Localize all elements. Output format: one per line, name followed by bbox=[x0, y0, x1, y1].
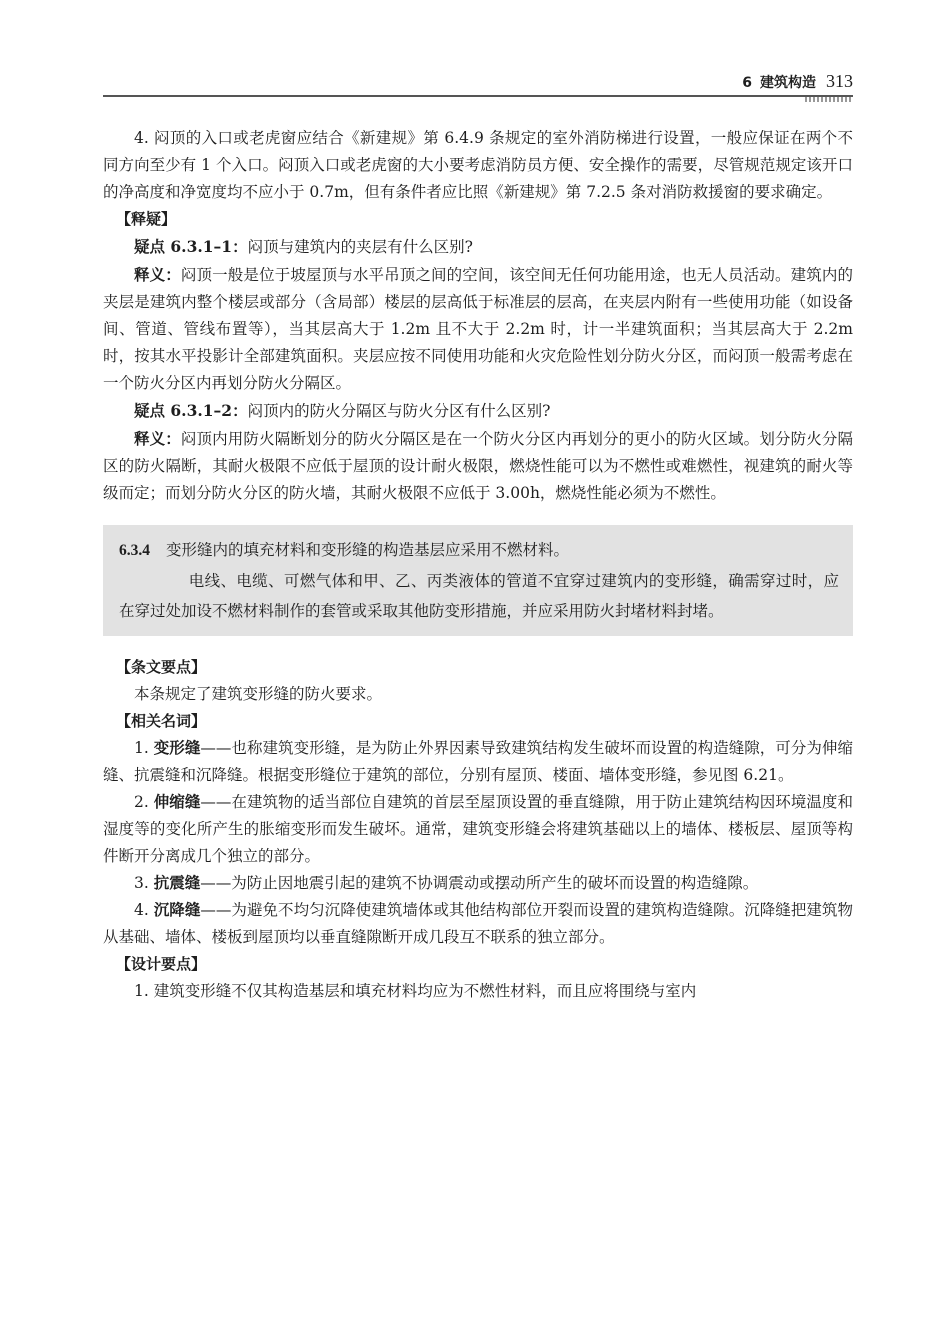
provision-title: 变形缝内的填充材料和变形缝的构造基层应采用不燃材料。 bbox=[166, 541, 570, 559]
sheji-item-1: 1. 建筑变形缝不仅其构造基层和填充材料均应为不燃性材料，而且应将围绕与室内 bbox=[134, 982, 697, 1000]
provision-box bbox=[103, 525, 853, 636]
term-1-name: 变形缝 bbox=[153, 739, 201, 757]
term-3-name: 抗震缝 bbox=[153, 874, 201, 892]
answer-1-text: 闷顶一般是位于坡屋顶与水平吊顶之间的空间，该空间无任何功能用途，也无人员活动。建筑内的夹层是建筑内整个楼层或部分（含局部）楼层的层高低于标准层的层高，在夹层内附有一些使用功能（如设备间、管道、管线布置等），当其层高大于 1.2m 且不大于 2.2m 时，计一半建筑面积；当其层高大于 2.2m 时，按其水平投影计全部建筑面积。夹层应按不同使用功能和火灾危险性划分防火分区，而闷顶一般需考虑在一个防火分区内再划分防火分隔区。 bbox=[103, 266, 853, 392]
answer-2-text: 闷顶内用防火隔断划分的防火分隔区是在一个防火分区内再划分的更小的防火区域。划分防火分隔区的防火隔断，其耐火极限不应低于屋顶的设计耐火极限，燃烧性能可以为不燃性或难燃性，视建筑的耐火等级而定；而划分防火分区的防火墙，其耐火极限不应低于 3.00h，燃烧性能必须为不燃性。 bbox=[103, 430, 853, 502]
intro-item-4: 4. 闷顶的入口或老虎窗应结合《新建规》第 6.4.9 条规定的室外消防梯进行设置，一般应保证在两个不同方向至少有 1 个入口。闷顶入口或老虎窗的大小要考虑消防员方便、安全操作的需要，尽管规范规定该开口的净高度和净宽度均不应小于 0.7m，但有条件者应比照《新建规》第 7.2.5 条对消防救援窗的要求确定。 bbox=[103, 129, 853, 201]
question-1 bbox=[103, 233, 853, 261]
term-item-4 bbox=[103, 897, 853, 951]
term-item-1 bbox=[103, 735, 853, 789]
chapter-number: 6 bbox=[742, 75, 752, 91]
provision-body: 电线、电缆、可燃气体和甲、乙、丙类液体的管道不宜穿过建筑内的变形缝，确需穿过时，应在穿过处加设不燃材料制作的套管或采取其他防变形措施，并应采用防火封堵材料封堵。 bbox=[119, 572, 839, 620]
answer-1-label: 释义： bbox=[134, 265, 181, 284]
page-body bbox=[103, 125, 853, 1005]
provision-title-line bbox=[103, 535, 839, 566]
term-1-text: ——也称建筑变形缝，是为防止外界因素导致建筑结构发生破坏而设置的构造缝隙，可分为伸缩缝、抗震缝和沉降缝。根据变形缝位于建筑的部位，分别有屋顶、楼面、墙体变形缝，参见图 6.21。 bbox=[103, 739, 853, 784]
term-4-name: 沉降缝 bbox=[153, 901, 201, 919]
running-header bbox=[103, 68, 853, 94]
mingci-heading: 【相关名词】 bbox=[116, 712, 207, 730]
term-3-text: ——为防止因地震引起的建筑不协调震动或摆动所产生的破坏而设置的构造缝隙。 bbox=[200, 874, 759, 892]
term-2-num: 2. bbox=[134, 793, 149, 811]
answer-2 bbox=[103, 425, 853, 507]
term-2-text: ——在建筑物的适当部位自建筑的首层至屋顶设置的垂直缝隙，用于防止建筑结构因环境温度和湿度等的变化所产生的胀缩变形而发生破坏。通常，建筑变形缝会将建筑基础以上的墙体、楼板层、屋顶等构件断开分离成几个独立的部分。 bbox=[103, 793, 853, 865]
term-item-3 bbox=[103, 870, 853, 897]
term-3-num: 3. bbox=[134, 874, 149, 892]
header-rule-pattern bbox=[805, 97, 853, 102]
answer-2-label: 释义： bbox=[134, 429, 181, 448]
tiaowen-text: 本条规定了建筑变形缝的防火要求。 bbox=[134, 685, 383, 703]
tiaowen-heading: 【条文要点】 bbox=[116, 658, 207, 676]
chapter-title: 建筑构造 bbox=[760, 75, 816, 91]
answer-1 bbox=[103, 261, 853, 397]
sheji-heading: 【设计要点】 bbox=[116, 955, 207, 973]
question-1-text: 闷顶与建筑内的夹层有什么区别? bbox=[247, 238, 473, 256]
header-rule bbox=[103, 95, 853, 97]
shiyi-heading: 【释疑】 bbox=[116, 210, 177, 228]
provision-number: 6.3.4 bbox=[119, 542, 150, 559]
term-item-2 bbox=[103, 789, 853, 870]
term-4-text: ——为避免不均匀沉降使建筑墙体或其他结构部位开裂而设置的建筑构造缝隙。沉降缝把建筑物从基础、墙体、楼板到屋顶均以垂直缝隙断开成几段互不联系的独立部分。 bbox=[103, 901, 853, 946]
term-2-name: 伸缩缝 bbox=[153, 793, 201, 811]
question-1-label: 疑点 6.3.1–1： bbox=[134, 237, 248, 256]
question-2-text: 闷顶内的防火分隔区与防火分区有什么区别? bbox=[247, 402, 551, 420]
page-number: 313 bbox=[826, 71, 853, 91]
question-2-label: 疑点 6.3.1–2： bbox=[134, 401, 248, 420]
term-4-num: 4. bbox=[134, 901, 149, 919]
question-2 bbox=[103, 397, 853, 425]
term-1-num: 1. bbox=[134, 739, 149, 757]
